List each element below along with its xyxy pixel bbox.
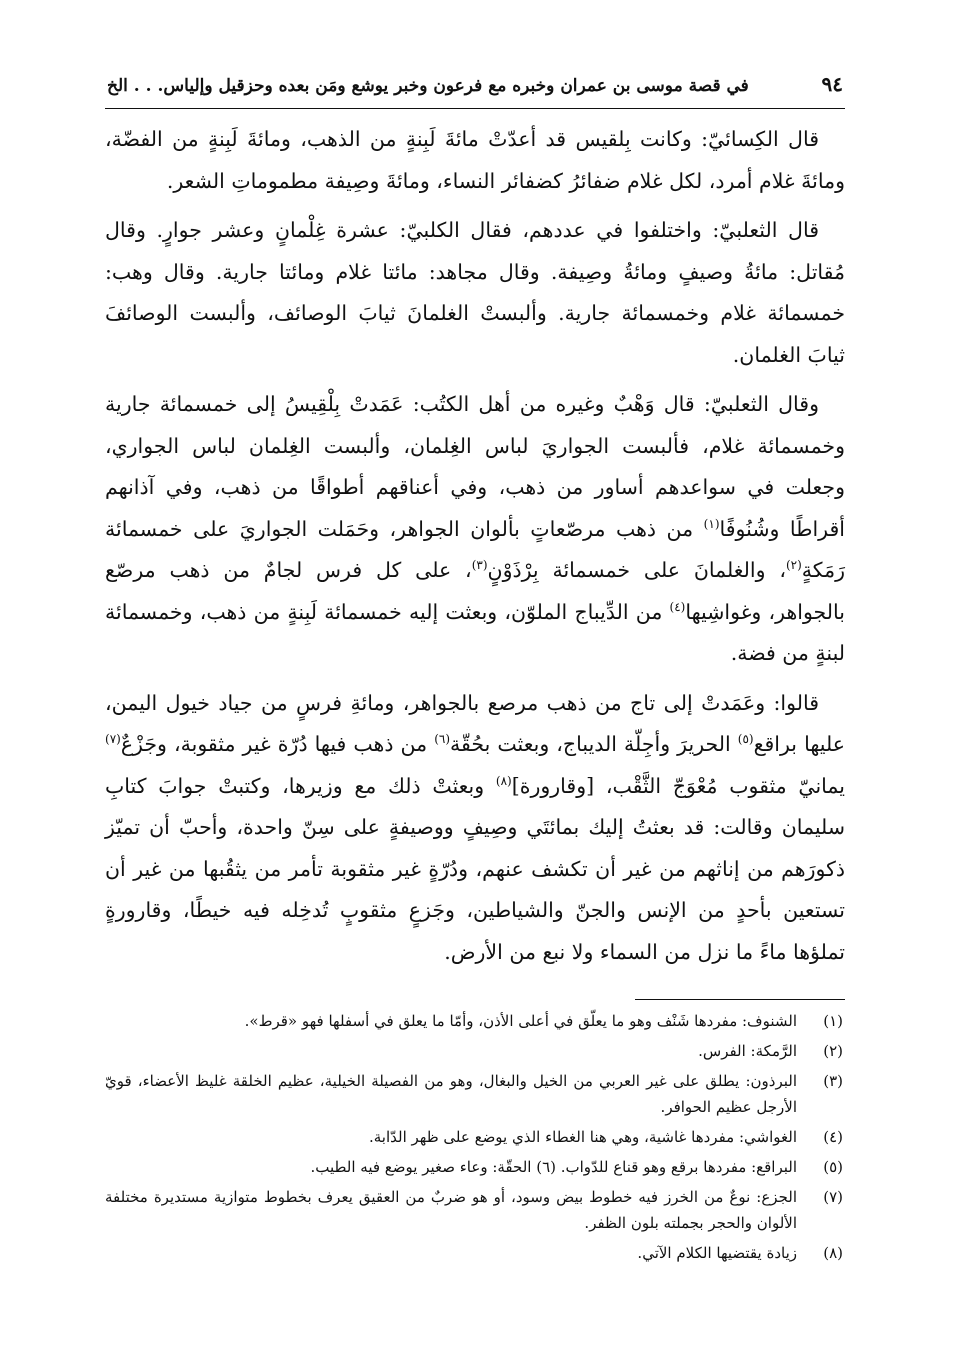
main-text	[105, 119, 845, 973]
footnote-marker: (٨)	[495, 773, 512, 788]
footnote-marker: (٢)	[785, 558, 802, 573]
footnote-marker: (٣)	[471, 558, 488, 573]
paragraph: قالوا: وعَمَدتْ إلى تاج من ذهب مرصع بالجواهر، ومائةِ فرسٍ من جياد خيول اليمن، عليها براقع$^{(٥)}$ الحريرَ وأجِلّة الديباج، وبعثت بحُقّة$^{(٦)}$ من ذهب فيها دُرّة غير مثقوبة، وجَزْعٌ$^{(٧)}$ يمانيّ مثقوب مُعْوَجّ الثَّقْب، [وقارورة]$^{(٨)}$ وبعثتْ ذلك مع وزيرها، وكتبتْ جوابَ كتابِ سليمان وقالت: قد بعثتُ إليك بمائتَي وصِيفٍ ووصيفةٍ على سِنّ واحدة، وأحبّ أن تميّز ذكورَهم من إناثهم من غير أن تكشف عنهم، ودُرّةٍ غير مثقوبة تأمر من يثقُبها من غير أن تستعين بأحدٍ من الإنس والجنّ والشياطين، وجَزعٍ مثقوبٍ تُدخِله فيه خيطًا، وقارورةٍ تملؤها ماءً ما نزل من السماء ولا نبع من الأرض.	[105, 690, 845, 964]
page-header	[105, 72, 845, 109]
footnote: (٤) الغواشي: مفردها غاشية، وهي هنا الغطاء الذي يوضع على ظهر الدّابة.	[368, 1128, 843, 1146]
footnote-marker: (٥)	[737, 732, 754, 747]
footnote: (١) الشنوف: مفردها شَنْف وهو ما يعلّق في أعلى الأذن، وأمّا ما يعلق في أسفلها فهو «قرط».	[244, 1012, 843, 1030]
footnote-marker: (١)	[703, 516, 720, 531]
footnote: (٧) الجزع: نوعٌ من الخرز فيه خطوط بيض وسود، أو هو ضربٌ من العقيق يعرف بخطوط متوازية مستديرة مختلفة الألوان والحجر بجملته بلون الظفر.	[105, 1188, 843, 1232]
footnote: (٥) البراقع: مفردها برقع وهو قناع للدّواب. (٦) الحقّة: وعاء صغير يوضع فيه الطيب.	[310, 1158, 843, 1176]
book-page	[105, 72, 845, 1270]
footnote-marker: (٤)	[669, 599, 686, 614]
footnote-marker: (٦)	[434, 732, 451, 747]
footnote-separator	[635, 999, 845, 1000]
footnote: (٨) زيادة يقتضيها الكلام الآتي.	[637, 1244, 843, 1262]
footnote: (٢) الرَّمكة: الفرس.	[698, 1042, 843, 1060]
paragraph: قال الثعلبيّ: واختلفوا في عددهم، فقال الكلبيّ: عشرة غِلْمانٍ وعشر جوارٍ. وقال مُقاتل: مائةُ وصيفٍ ومائةُ وصِيفة. وقال مجاهد: مائتا غلام ومائتا جارية. وقال وهب: خمسمائة غلام وخمسمائة جارية. وألبستْ الغلمانَ ثيابَ الوصائف، وألبست الوصائفَ ثيابَ الغلمان.	[105, 218, 845, 367]
paragraph: وقال الثعلبيّ: قال وَهْبٌ وغيره من أهل الكتُب: عَمَدتْ بِلْقِيسُ إلى خمسمائة جارية وخمسمائة غلام، فألبست الجواريَ لباس الغِلمان، وألبست الغِلمان لباس الجواري، وجعلت في سواعدهم أساور من ذهب، وفي أعناقهم أطواقًا من ذهب، وفي آذانهم أقراطًا وشُنُوفًا$^{(١)}$ من ذهب مرصّعاتٍ بألوان الجواهر، وحَمَلت الجواريَ على خمسمائة رَمَكةٍ$^{(٢)}$، والغلمانَ على خمسمائة بِرْذَوْنٍ$^{(٣)}$، على كل فرس لجامٌ من ذهب مرصّع بالجواهر، وغواشِيها$^{(٤)}$ من الدِّيباج الملوّن، وبعثت إليه خمسمائة لَبِنةٍ من ذهب، وخمسمائة لبنةٍ من فضة.	[105, 392, 845, 665]
running-title: في قصة موسى بن عمران وخبره مع فرعون وخبر يوشع ومَن بعده وحزقيل وإلياس. . . الخ	[107, 76, 749, 96]
paragraph: قال الكِسائيّ: وكانت بِلقيس قد أعدّتْ مائةَ لَبِنةٍ من الذهب، ومائةَ لَبِنةٍ من الفضّة، ومائةَ غلام أمرد، لكل غلام ضفائرُ كضفائر النساء، ومائةَ وصِيفة مطموماتِ الشعر.	[105, 127, 845, 193]
footnote: (٣) البرذون: يطلق على غير العربي من الخيل والبغال، وهو من الفصيلة الخيلية، عظيم الخلقة غليظ الأعضاء، قويّ الأرجل عظيم الحوافر.	[105, 1072, 843, 1116]
footnotes	[105, 1008, 845, 1266]
footnote-marker: (٧)	[105, 732, 121, 747]
page-number: ٩٤	[821, 72, 843, 96]
